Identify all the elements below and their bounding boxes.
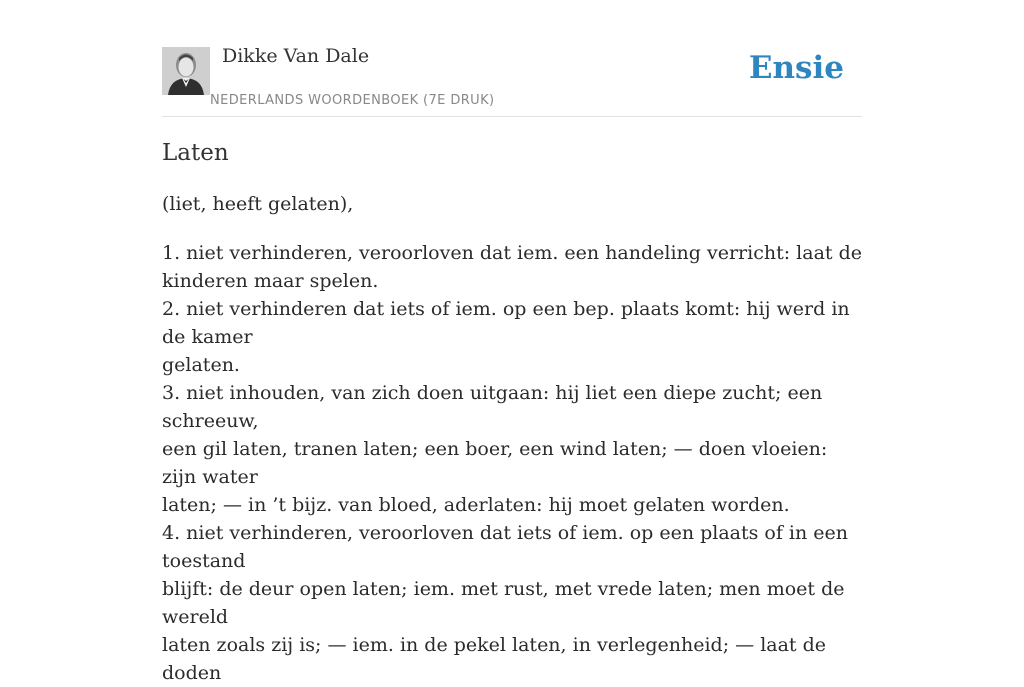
definition-line: 3. niet inhouden, van zich doen uitgaan: hij liet een diepe zucht; een schreeuw,	[162, 382, 823, 432]
definition-line: laten; — in ’t bijz. van bloed, aderlaten: hij moet gelaten worden.	[162, 494, 790, 516]
ensie-logo-link[interactable]: Ensie	[748, 50, 844, 86]
definition-line: laten zoals zij is; — iem. in de pekel laten, in verlegenheid; — laat de doden	[162, 634, 827, 684]
author-name[interactable]: Dikke Van Dale	[222, 45, 370, 67]
entry-inflection: (liet, heeft gelaten),	[162, 193, 354, 215]
header	[162, 0, 862, 117]
definition-line: gelaten.	[162, 354, 240, 376]
definition-line: 4. niet verhinderen, veroorloven dat iets of iem. op een plaats of in een toestand	[162, 522, 849, 572]
entry-title: Laten	[162, 140, 229, 166]
definition-line: kinderen maar spelen.	[162, 270, 379, 292]
author-avatar[interactable]	[162, 47, 210, 95]
definition-line: 2. niet verhinderen dat iets of iem. op een bep. plaats komt: hij werd in de kamer	[162, 298, 850, 348]
entry-definition	[162, 239, 862, 687]
dictionary-source[interactable]: NEDERLANDS WOORDENBOEK (7E DRUK)	[210, 93, 495, 108]
definition-line: blijft: de deur open laten; iem. met rust, met vrede laten; men moet de wereld	[162, 578, 845, 628]
definition-line: 1. niet verhinderen, veroorloven dat iem. een handeling verricht: laat de	[162, 242, 862, 264]
portrait-image	[162, 47, 210, 95]
definition-line: een gil laten, tranen laten; een boer, een wind laten; — doen vloeien: zijn water	[162, 438, 828, 488]
page	[162, 0, 862, 684]
